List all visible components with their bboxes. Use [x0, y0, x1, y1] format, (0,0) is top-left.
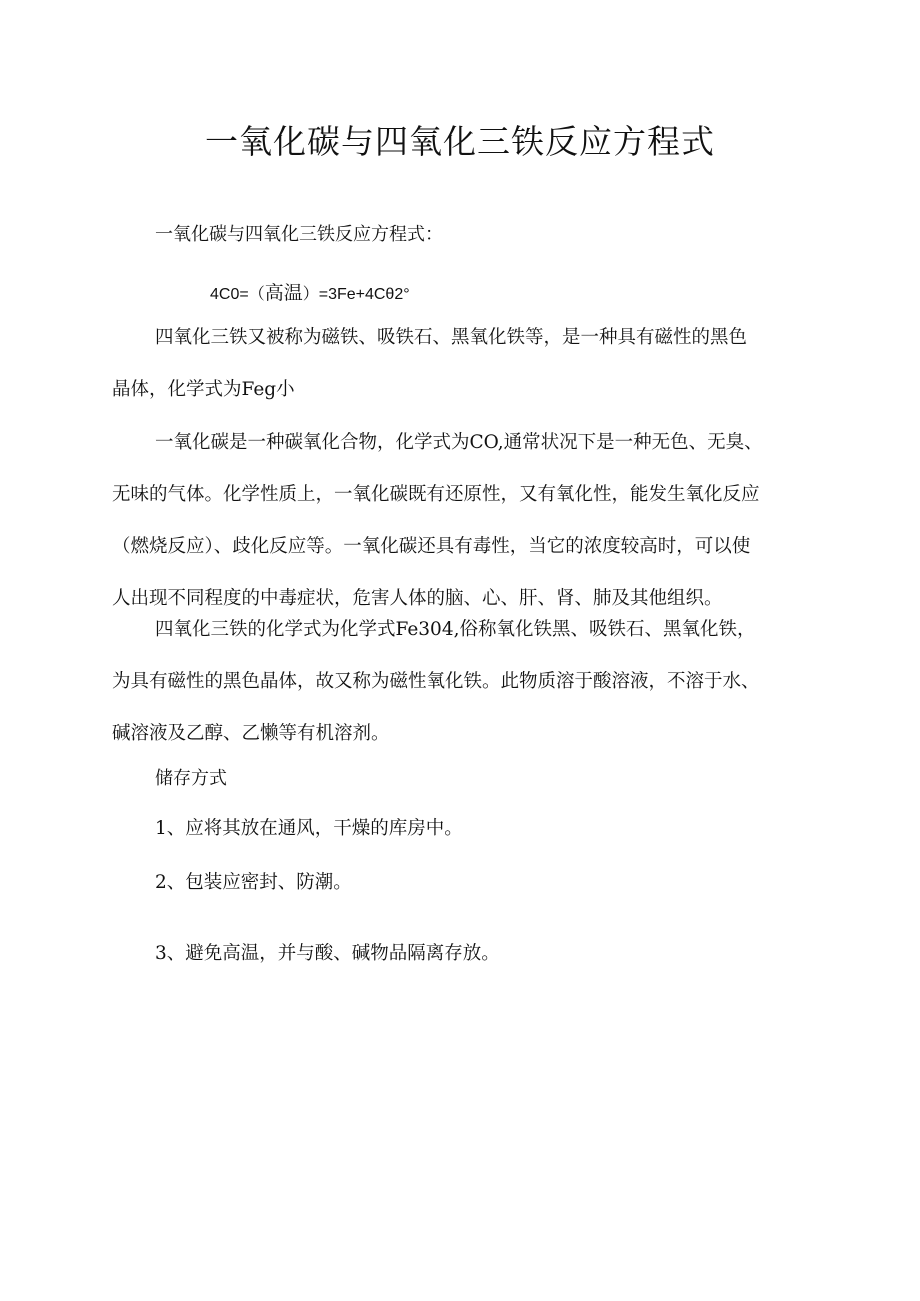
paragraph-fe3o4-intro: [112, 312, 820, 416]
document-title: 一氧化碳与四氧化三铁反应方程式: [205, 122, 715, 161]
paragraph-line: 人出现不同程度的中毒症状，危害人体的脑、心、肝、肾、肺及其他组织。: [112, 588, 723, 609]
paragraph-line: 晶体，化学式为Feg小: [112, 379, 295, 400]
storage-item: 1、应将其放在通风，干燥的库房中。: [155, 818, 463, 839]
storage-heading: 储存方式: [155, 768, 227, 789]
paragraph-line: 一氧化碳是一种碳氧化合物，化学式为CO,通常状况下是一种无色、无臭、: [155, 432, 763, 453]
paragraph-fe3o4-properties: [112, 604, 820, 760]
paragraph-co-description: [112, 417, 820, 625]
equation-heading: 一氧化碳与四氧化三铁反应方程式：: [155, 224, 443, 245]
paragraph-line: 无味的气体。化学性质上，一氧化碳既有还原性，又有氧化性，能发生氧化反应: [112, 484, 760, 505]
reaction-equation: [210, 278, 410, 305]
storage-item: 3、避免高温，并与酸、碱物品隔离存放。: [155, 943, 500, 964]
paragraph-line: 四氧化三铁的化学式为化学式Fe304,俗称氧化铁黑、吸铁石、黑氧化铁，: [155, 619, 756, 640]
paragraph-line: 四氧化三铁又被称为磁铁、吸铁石、黑氧化铁等，是一种具有磁性的黑色: [155, 327, 748, 348]
paragraph-line: 碱溶液及乙醇、乙懒等有机溶剂。: [112, 723, 390, 744]
paragraph-line: （燃烧反应）、歧化反应等。一氧化碳还具有毒性，当它的浓度较高时，可以使: [112, 536, 751, 557]
paragraph-line: 为具有磁性的黑色晶体，故又称为磁性氧化铁。此物质溶于酸溶液，不溶于水、: [112, 671, 760, 692]
equation-left: 4C0=（: [210, 286, 265, 303]
equation-right: ）=3Fe+4Cθ2°: [302, 286, 410, 303]
storage-item: 2、包装应密封、防潮。: [155, 872, 352, 893]
equation-condition: 高温: [264, 282, 303, 304]
